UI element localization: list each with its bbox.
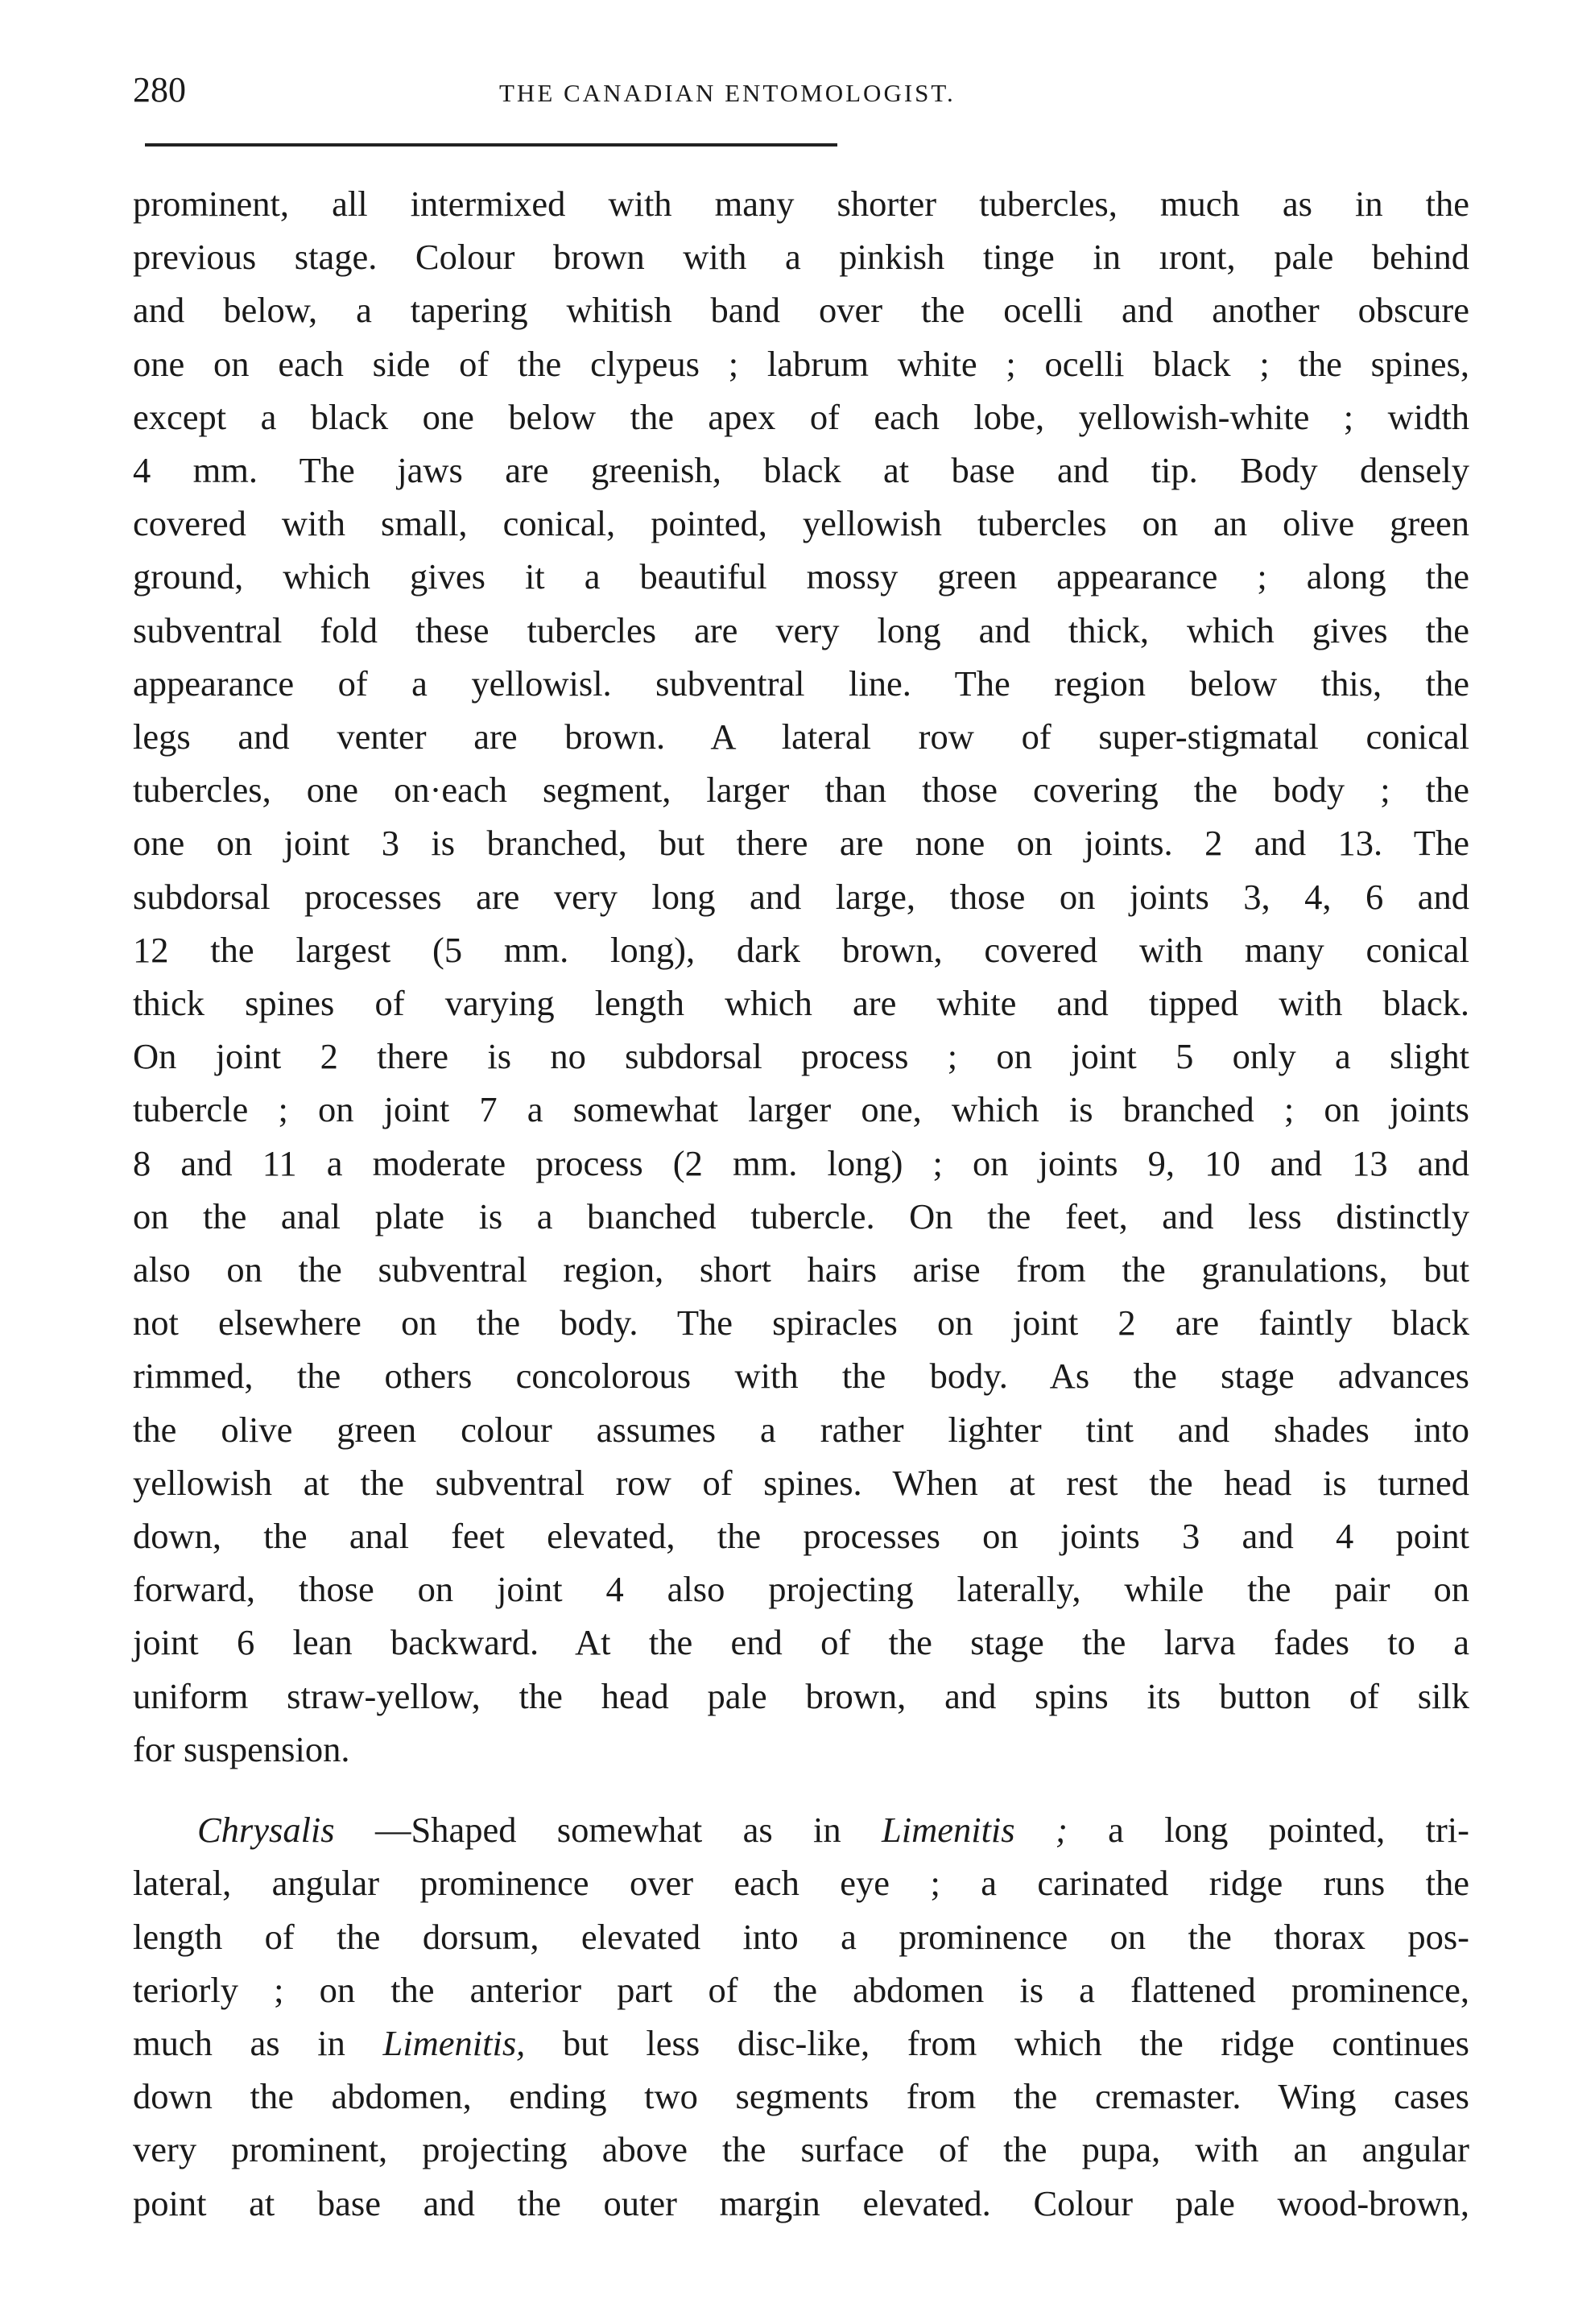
header-rule — [145, 143, 837, 147]
text-line — [133, 2016, 1469, 2070]
text-line: thick spines of varying length which are white and tipped with black. — [133, 983, 1469, 1024]
text-line: subdorsal processes are very long and large, those on joints 3, 4, 6 and — [133, 876, 1469, 917]
text-line: On joint 2 there is no subdorsal process ; on joint 5 only a slight — [133, 1036, 1469, 1077]
text-span: much as in — [133, 2022, 383, 2063]
text-line: very prominent, projecting above the surface of the pupa, with an angular — [133, 2129, 1469, 2170]
text-line: lateral, angular prominence over each eye ; a carinated ridge runs the — [133, 1863, 1469, 1904]
text-line: appearance of a yellowisl. subventral line. The region below this, the — [133, 663, 1469, 704]
genus-limenitis: Limenitis ; — [881, 1810, 1068, 1851]
text-line: teriorly ; on the anterior part of the abdomen is a flattened prominence, — [133, 1969, 1469, 2010]
text-line: covered with small, conical, pointed, yellowish tubercles on an olive green — [133, 503, 1469, 544]
text-line: down, the anal feet elevated, the processes on joints 3 and 4 point — [133, 1516, 1469, 1557]
text-line: except a black one below the apex of each lobe, yellowish-white ; width — [133, 396, 1469, 437]
text-line: rimmed, the others concolorous with the body. As the stage advances — [133, 1356, 1469, 1397]
text-line: previous stage. Colour brown with a pinkish tinge in ıront, pale behind — [133, 237, 1469, 278]
text-line: ground, which gives it a beautiful mossy green appearance ; along the — [133, 556, 1469, 597]
body-text — [133, 177, 1469, 2230]
text-line: joint 6 lean backward. At the end of the stage the larva fades to a — [133, 1622, 1469, 1663]
text-line: 4 mm. The jaws are greenish, black at base and tip. Body densely — [133, 450, 1469, 491]
genus-limenitis: Limenitis, — [382, 2022, 526, 2063]
text-line: for suspension. — [133, 1728, 350, 1769]
text-line: down the abdomen, ending two segments from the cremaster. Wing cases — [133, 2076, 1469, 2117]
chrysalis-paragraph — [133, 1803, 1469, 2230]
text-line: tubercles, one on·each segment, larger than those covering the body ; the — [133, 770, 1469, 811]
text-line: uniform straw-yellow, the head pale brown, and spins its button of silk — [133, 1675, 1469, 1716]
text-line: forward, those on joint 4 also projecting laterally, while the pair on — [133, 1569, 1469, 1610]
text-line: tubercle ; on joint 7 a somewhat larger one, which is branched ; on joints — [133, 1089, 1469, 1130]
text-span: —Shaped somewhat as in — [334, 1810, 882, 1851]
text-line: and below, a tapering whitish band over the ocelli and another obscure — [133, 290, 1469, 331]
text-line: one on each side of the clypeus ; labrum white ; ocelli black ; the spines, — [133, 343, 1469, 384]
paragraph-gap — [133, 1776, 1469, 1803]
term-chrysalis: Chrysalis — [197, 1810, 335, 1851]
text-line: not elsewhere on the body. The spiracles on joint 2 are faintly black — [133, 1302, 1469, 1344]
text-line: 8 and 11 a moderate process (2 mm. long) ; on joints 9, 10 and 13 and — [133, 1142, 1469, 1183]
text-span: a long pointed, tri- — [1067, 1810, 1469, 1851]
running-head — [129, 64, 1457, 121]
text-line: the olive green colour assumes a rather lighter tint and shades into — [133, 1409, 1469, 1450]
text-line: length of the dorsum, elevated into a prominence on the thorax pos- — [133, 1916, 1469, 1957]
journal-title: THE CANADIAN ENTOMOLOGIST. — [499, 79, 956, 107]
text-line: legs and venter are brown. A lateral row of super-stigmatal conical — [133, 716, 1469, 757]
text-line — [133, 1803, 1469, 1856]
text-span: but less disc-like, from which the ridge continues — [525, 2022, 1469, 2063]
text-line: subventral fold these tubercles are very long and thick, which gives the — [133, 609, 1469, 650]
text-line: one on joint 3 is branched, but there are none on joints. 2 and 13. The — [133, 823, 1469, 864]
text-line: also on the subventral region, short hairs arise from the granulations, but — [133, 1249, 1469, 1290]
text-line: 12 the largest (5 mm. long), dark brown, covered with many conical — [133, 929, 1469, 970]
text-line: yellowish at the subventral row of spines. When at rest the head is turned — [133, 1462, 1469, 1503]
page-number: 280 — [133, 70, 186, 109]
text-line: prominent, all intermixed with many shorter tubercles, much as in the — [133, 184, 1469, 224]
text-line: on the anal plate is a bıanched tubercle. On the feet, and less distinctly — [133, 1195, 1469, 1236]
text-line: point at base and the outer margin elevated. Colour pale wood-brown, — [133, 2182, 1469, 2223]
larva-description-paragraph — [133, 177, 1469, 1776]
